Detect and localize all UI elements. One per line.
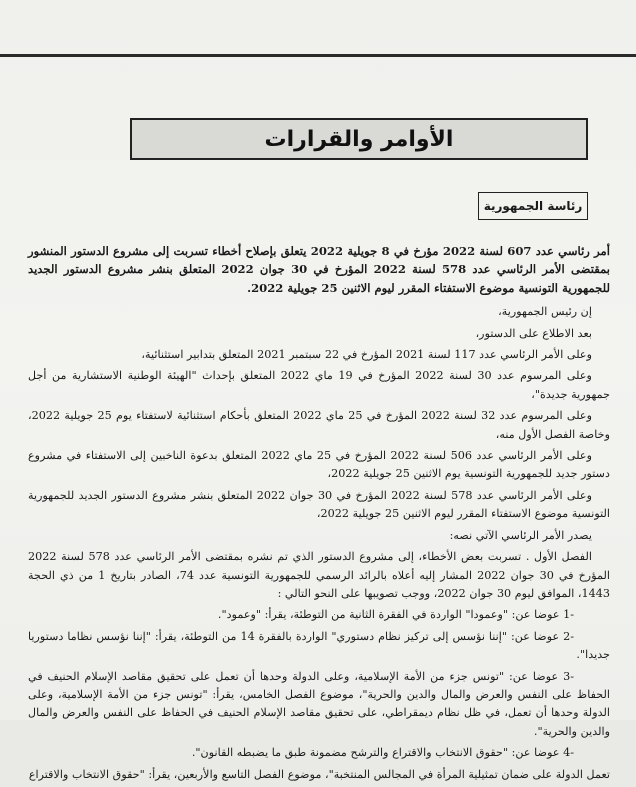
decree-title: أمر رئاسي عدد 607 لسنة 2022 مؤرخ في 8 جويلية 2022 يتعلق بإصلاح أخطاء تسربت إلى مشروع الدستور المنشور بمقتضى الأمر الرئاسي عدد 578 لسنة 2022 المؤرخ في 30 جوان 2022 المتعلق بنشر مشروع الدستور الجديد للجمهورية التونسية موضوع الاستفتاء المقرر ليوم الاثنين 25 جويلية 2022. — [28, 244, 611, 295]
decree-body — [28, 242, 610, 787]
list-item — [28, 606, 610, 624]
paragraph: الفصل الأول . تسربت بعض الأخطاء، إلى مشروع الدستور الذي تم نشره بمقتضى الأمر الرئاسي عدد 578 لسنة 2022 المؤرخ في 30 جوان 2022 المشار إليه أعلاه بالرائد الرسمي للجمهورية التونسية عدد 74، الصادر بتاريخ 1 من ذي الحجة 1443، الموافق ليوم 30 جوان 2022، ووجب تصويبها على النحو التالي : — [28, 550, 610, 600]
page-title: الأوامر والقرارات — [264, 126, 454, 152]
list-item-number: -2 — [563, 629, 575, 643]
top-rule — [0, 54, 636, 57]
list-item-text: عوضا عن: "إننا نؤسس إلى تركيز نظام دستوري" الواردة بالفقرة 14 من التوطئة، يقرأ: "إننا نؤسس نظاما دستوريا جديدا". — [28, 629, 610, 662]
paragraph: وعلى الأمر الرئاسي عدد 117 لسنة 2021 المؤرخ في 22 سبتمبر 2021 المتعلق بتدابير استثنائية، — [141, 348, 592, 362]
list-item-number: -4 — [563, 746, 574, 760]
list-item — [28, 668, 610, 742]
list-item — [28, 628, 610, 665]
paragraph: إن رئيس الجمهورية، — [498, 305, 592, 319]
list-item — [28, 744, 610, 762]
section-label: رئاسة الجمهورية — [483, 199, 583, 213]
section-title-box — [130, 118, 588, 160]
list-item-number: -1 — [563, 608, 574, 622]
section-label-box — [478, 192, 588, 220]
list-item-text: عوضا عن: "حقوق الانتخاب والاقتراع والترشح مضمونة طبق ما يضبطه القانون". — [191, 746, 560, 760]
paragraph: وعلى الأمر الرئاسي عدد 578 لسنة 2022 المؤرخ في 30 جوان 2022 المتعلق بنشر مشروع الدستور الجديد للجمهورية التونسية موضوع الاستفتاء المقرر ليوم الاثنين 25 جويلية 2022، — [28, 488, 610, 521]
paragraph: وعلى المرسوم عدد 32 لسنة 2022 المؤرخ في 25 ماي 2022 المتعلق بأحكام استثنائية لاستفتاء يوم 25 جويلية 2022، وخاصة الفصل الأول منه، — [28, 409, 610, 441]
trailing-paragraph: تعمل الدولة على ضمان تمثيلية المرأة في المجالس المنتخبة"، موضوع الفصل التاسع والأربعين، يقرأ: "حقوق الانتخاب والاقتراع — [28, 767, 610, 781]
list-item-number: -3 — [563, 669, 575, 683]
list-item-text: عوضا عن: "تونس جزء من الأمة الإسلامية، وعلى الدولة وحدها أن تعمل على تحقيق مقاصد الإسلام الحنيف في الحفاظ على النفس والعرض والمال والدين والحرية"، موضوع الفصل الخامس، يقرأ: "تونس جزء من الأمة الإسلامية، وعلى الدولة وحدها أن تعمل، في ظل نظام ديمقراطي، على تحقيق مقاصد الإسلام الحنيف في الحفاظ على النفس والعرض والمال والدين والحرية". — [28, 669, 610, 738]
paragraph: بعد الاطلاع على الدستور، — [475, 326, 592, 340]
list-item-text: عوضا عن: "وعمودا" الواردة في الفقرة الثانية من التوطئة، يقرأ: "وعمود". — [217, 608, 560, 622]
paragraph: وعلى المرسوم عدد 30 لسنة 2022 المؤرخ في 19 ماي 2022 المتعلق بإحداث "الهيئة الوطنية الاستشارية من أجل جمهورية جديدة"، — [28, 369, 610, 401]
paragraph: يصدر الأمر الرئاسي الآتي نصه: — [449, 528, 592, 542]
paragraph: وعلى الأمر الرئاسي عدد 506 لسنة 2022 المؤرخ في 25 ماي 2022 المتعلق بدعوة الناخبين إلى الاستفتاء في مشروع دستور جديد للجمهورية التونسية يوم الاثنين 25 جويلية 2022، — [28, 449, 610, 481]
